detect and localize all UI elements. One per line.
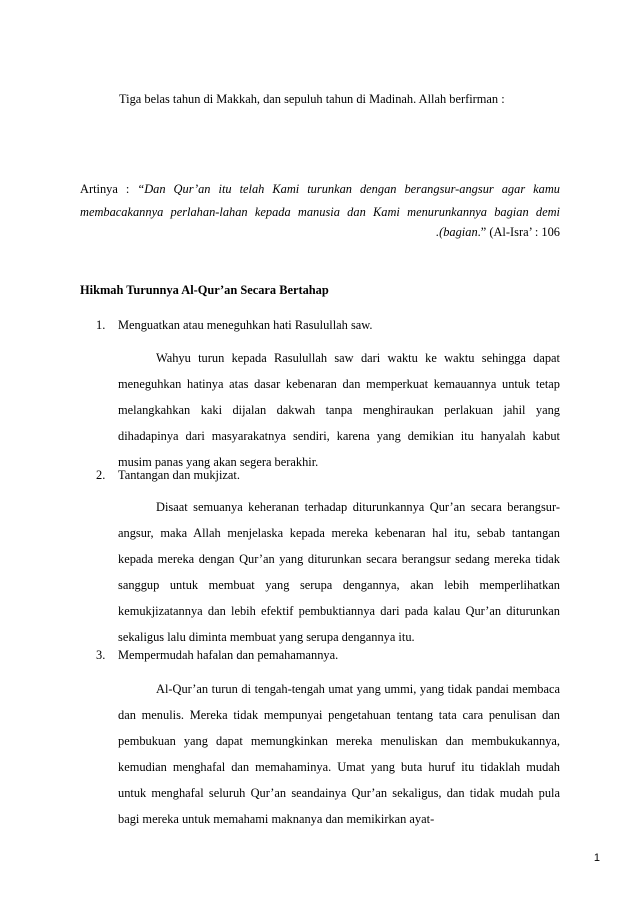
list-item-title [96, 648, 338, 663]
list-item-title-text: Mempermudah hafalan dan pemahamannya. [118, 648, 339, 662]
list-item-title-text: Menguatkan atau meneguhkan hati Rasulullah saw. [118, 318, 373, 332]
translation-end-plain: .” (Al-Isra’ : 106 [477, 225, 560, 239]
list-item-paragraph: Al-Qur’an turun di tengah-tengah umat yang ummi, yang tidak pandai membaca dan menulis. Mereka tidak mempunyai pengetahuan tentang tata cara penulisan dan pembukuan yang dapat memungkinkan mereka menuliskan dan membukukannya, kemudian menghafal dan memahaminya. Umat yang buta huruf itu tidaklah mudah untuk menghafal seluruh Qur’an seandainya Qur’an sekaligus, dan tidak mudah pula bagi mereka untuk memahami maknanya dan memikirkan ayat- [118, 682, 560, 826]
list-item-title [96, 468, 240, 483]
list-item-title-text: Tantangan dan mukjizat. [118, 468, 240, 482]
list-item-number: 1. [96, 318, 106, 332]
translation-end-italic: .(bagian [436, 225, 478, 239]
section-heading: Hikmah Turunnya Al-Qur’an Secara Bertahap [80, 283, 329, 297]
list-item-number: 3. [96, 648, 106, 662]
list-item-title [96, 318, 373, 333]
list-item-number: 2. [96, 468, 106, 482]
intro-line: Tiga belas tahun di Makkah, dan sepuluh tahun di Madinah. Allah berfirman : [119, 92, 505, 106]
page-number: 1 [593, 852, 600, 864]
list-item-paragraph: Wahyu turun kepada Rasulullah saw dari waktu ke waktu sehingga dapat meneguhkan hatinya atas dasar kebenaran dan memperkuat kemauannya untuk tetap melangkahkan kaki dijalan dakwah tanpa menghiraukan perlakuan jahil yang dihadapinya dari masyarakatnya sendiri, karena yang demikian itu hanyalah kabut musim panas yang akan segera berakhir. [118, 351, 560, 469]
translation-label: Artinya : [80, 182, 138, 196]
translation-quote: “Dan Qur’an itu telah Kami turunkan dengan berangsur-angsur agar kamu membacakannya perlahan-lahan kepada manusia dan Kami menurunkannya bagian demi [80, 182, 560, 219]
list-item-paragraph: Disaat semuanya keheranan terhadap diturunkannya Qur’an secara berangsur-angsur, maka Allah menjelaska kepada mereka kebenaran hal itu, sebab tantangan kepada mereka dengan Qur’an yang diturunkan secara berangsur sedang mereka tidak sanggup untuk membuat yang serupa dengannya, akan lebih memperlihatkan kemukjizatannya dan lebih efektif pembuktiannya dari pada kalau Qur’an diturunkan sekaligus lalu diminta membuat yang serupa dengannya itu. [118, 500, 560, 644]
translation-citation [436, 225, 560, 240]
translation-block [80, 178, 560, 224]
